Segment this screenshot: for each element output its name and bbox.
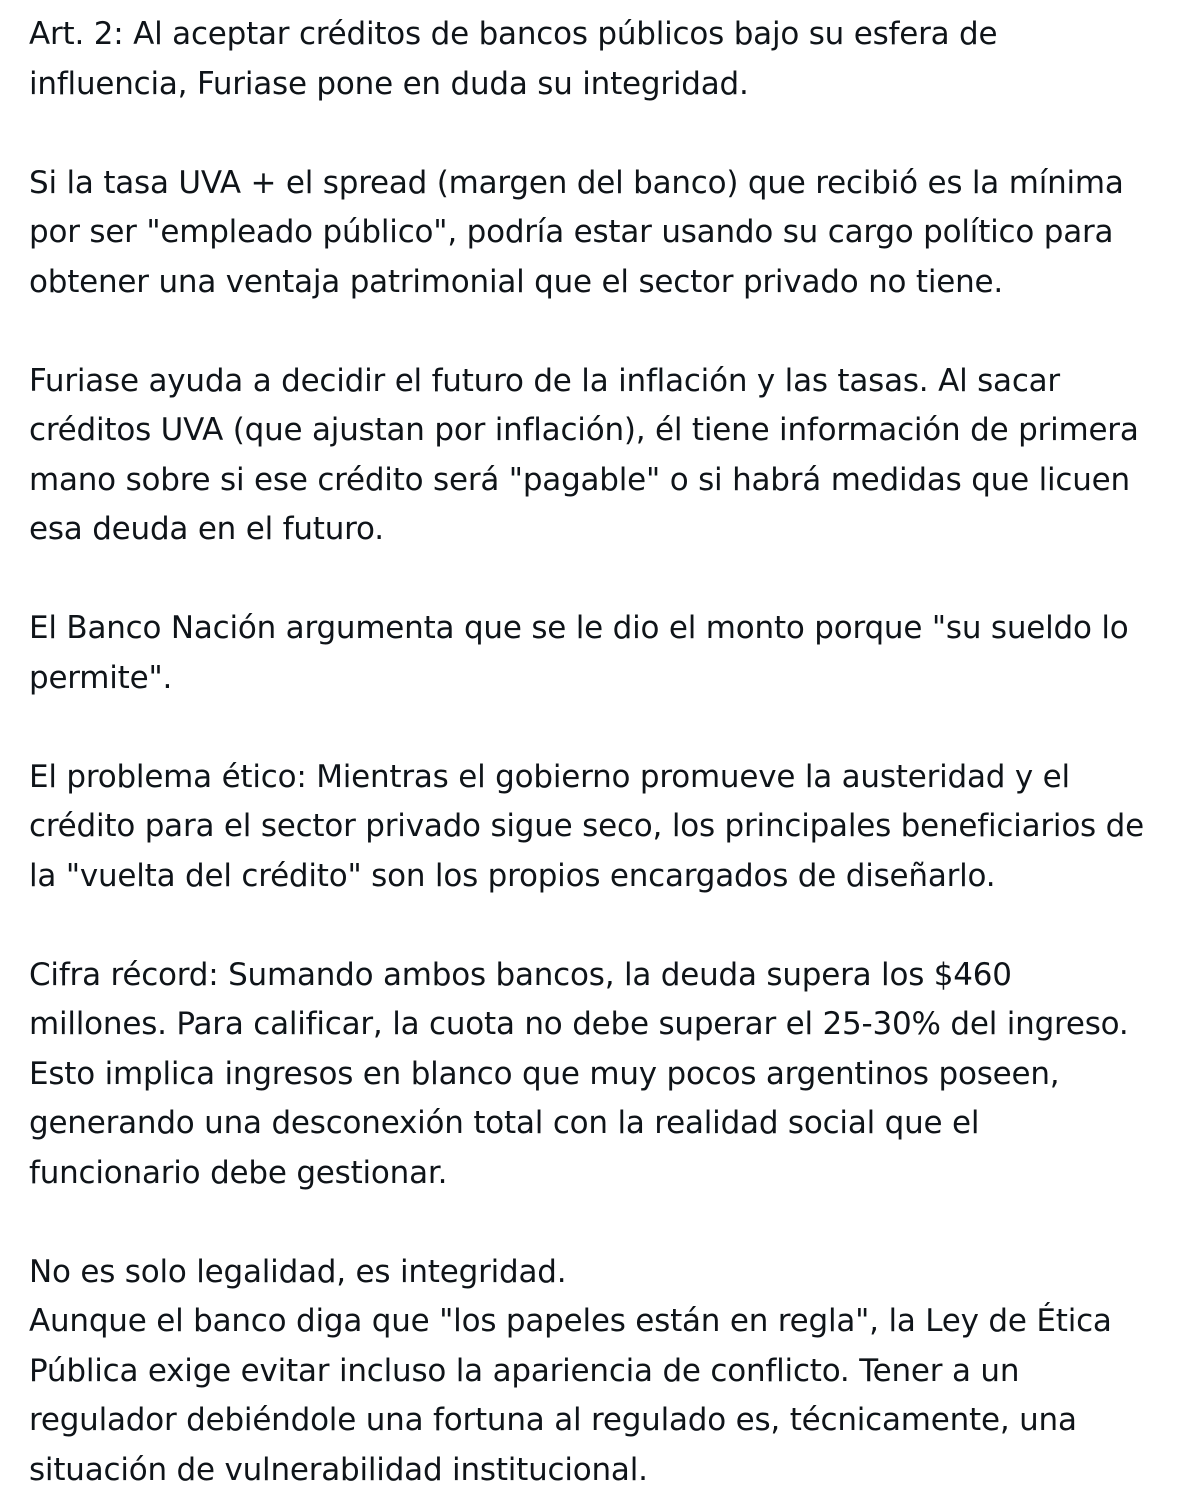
text-line: Si la tasa UVA + el spread (margen del banco) que recibió es la mínima (29, 164, 1124, 201)
text-line: esa deuda en el futuro. (29, 511, 384, 547)
text-line: Pública exige evitar incluso la apariencia de conflicto. Tener a un (29, 1352, 1020, 1389)
paragraph-integrity (29, 1248, 1197, 1298)
paragraph-record-figure (29, 951, 1197, 1199)
paragraph-uva-rate (29, 159, 1197, 308)
text-line: El problema ético: Mientras el gobierno promueve la austeridad y el (29, 758, 1070, 795)
paragraph-ethical-problem (29, 753, 1197, 902)
text-line: influencia, Furiase pone en duda su integridad. (29, 65, 749, 102)
text-line: Aunque el banco diga que "los papeles están en regla", la Ley de Ética (29, 1303, 1112, 1339)
paragraph-ethics-law (29, 1297, 1197, 1495)
text-line: por ser "empleado público", podría estar usando su cargo político para (29, 214, 1114, 250)
text-line: Esto implica ingresos en blanco que muy pocos argentinos poseen, (29, 1055, 1060, 1092)
post-text (29, 10, 1197, 1495)
paragraph-article-2 (29, 10, 1197, 109)
text-line: crédito para el sector privado sigue seco, los principales beneficiarios de (29, 808, 1144, 844)
text-line: No es solo legalidad, es integridad. (29, 1253, 567, 1290)
paragraph-banco-nacion (29, 604, 1197, 703)
text-line: funcionario debe gestionar. (29, 1154, 448, 1191)
text-line: Art. 2: Al aceptar créditos de bancos públicos bajo su esfera de (29, 16, 998, 52)
text-line: El Banco Nación argumenta que se le dio el monto porque "su sueldo lo (29, 610, 1129, 646)
text-line: millones. Para calificar, la cuota no debe superar el 25-30% del ingreso. (29, 1006, 1129, 1042)
text-line: situación de vulnerabilidad institucional. (29, 1451, 648, 1488)
text-line: Furiase ayuda a decidir el futuro de la inflación y las tasas. Al sacar (29, 362, 1060, 399)
paragraph-inflation-info (29, 357, 1197, 555)
text-line: regulador debiéndole una fortuna al regulado es, técnicamente, una (29, 1402, 1077, 1438)
text-line: Cifra récord: Sumando ambos bancos, la deuda supera los $460 (29, 956, 1012, 993)
text-line: permite". (29, 659, 173, 696)
text-line: créditos UVA (que ajustan por inflación), él tiene información de primera (29, 412, 1139, 448)
text-line: la "vuelta del crédito" son los propios encargados de diseñarlo. (29, 857, 996, 894)
text-line: mano sobre si ese crédito será "pagable" o si habrá medidas que licuen (29, 461, 1130, 498)
text-line: generando una desconexión total con la realidad social que el (29, 1105, 980, 1141)
text-line: obtener una ventaja patrimonial que el sector privado no tiene. (29, 263, 1004, 300)
